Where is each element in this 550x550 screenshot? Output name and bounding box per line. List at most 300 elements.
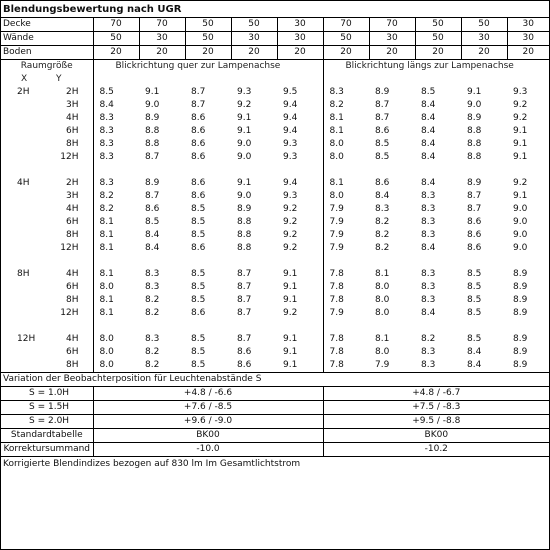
ugr-value: 8.4 bbox=[93, 99, 139, 112]
ugr-value: 7.8 bbox=[323, 268, 369, 281]
x-value bbox=[1, 229, 51, 242]
variation-quer: +4.8 / -6.6 bbox=[93, 387, 323, 401]
quer-label: Blickrichtung quer zur Lampenachse bbox=[93, 60, 323, 74]
ugr-value: 8.8 bbox=[467, 139, 482, 149]
ugr-value: 9.4 bbox=[283, 100, 298, 110]
spacer-row bbox=[1, 164, 549, 177]
ugr-value: 8.1 bbox=[93, 307, 139, 320]
ugr-value: 8.3 bbox=[93, 125, 139, 138]
ugr-value: 8.0 bbox=[93, 359, 139, 373]
ugr-value: 7.9 bbox=[323, 242, 369, 255]
x-value: 12H bbox=[17, 334, 36, 344]
ugr-value: 8.3 bbox=[93, 151, 139, 164]
ugr-value: 8.5 bbox=[191, 230, 206, 240]
variation-title: Variation der Beobachterposition für Leuchtenabstände S bbox=[1, 373, 549, 387]
ugr-value: 8.9 bbox=[375, 87, 390, 97]
ugr-value: 8.4 bbox=[421, 152, 436, 162]
ugr-value: 8.5 bbox=[421, 87, 436, 97]
table-row bbox=[1, 177, 549, 190]
param-value: 20 bbox=[461, 46, 507, 60]
table-row bbox=[1, 86, 549, 99]
standard-quer: BK00 bbox=[93, 429, 323, 443]
ugr-value: 8.7 bbox=[191, 87, 206, 97]
ugr-value: 8.5 bbox=[191, 204, 206, 214]
y-value: 2H bbox=[66, 178, 79, 188]
table-row bbox=[1, 294, 549, 307]
ugr-value: 9.0 bbox=[513, 230, 528, 240]
footnote: Korrigierte Blendindizes bezogen auf 830 lm Im Gesamtlichtstrom bbox=[1, 457, 549, 472]
ugr-value: 7.9 bbox=[375, 360, 390, 370]
y-value: 4H bbox=[66, 334, 79, 344]
ugr-value: 9.0 bbox=[513, 217, 528, 227]
ugr-value: 8.5 bbox=[191, 360, 206, 370]
param-value: 50 bbox=[185, 32, 231, 46]
x-value bbox=[1, 99, 51, 112]
ugr-value: 8.4 bbox=[375, 191, 390, 201]
ugr-value: 8.4 bbox=[421, 100, 436, 110]
ugr-value: 9.2 bbox=[237, 100, 252, 110]
ugr-value: 8.9 bbox=[513, 347, 528, 357]
ugr-value: 8.6 bbox=[191, 191, 206, 201]
variation-laengs: +7.5 / -8.3 bbox=[323, 401, 549, 415]
blank-cell bbox=[1, 320, 93, 333]
ugr-value: 8.7 bbox=[237, 282, 252, 292]
ugr-value: 8.5 bbox=[375, 152, 390, 162]
table-row bbox=[1, 112, 549, 125]
table-row bbox=[1, 281, 549, 294]
y-value: 4H bbox=[66, 269, 79, 279]
y-value: 6H bbox=[66, 347, 79, 357]
ugr-value: 8.3 bbox=[421, 217, 436, 227]
x-value: 8H bbox=[17, 269, 30, 279]
table-row bbox=[1, 151, 549, 164]
ugr-value: 8.4 bbox=[421, 139, 436, 149]
laengs-label: Blickrichtung längs zur Lampenachse bbox=[323, 60, 549, 74]
table-row bbox=[1, 346, 549, 359]
y-label: Y bbox=[56, 74, 62, 84]
ugr-value: 8.9 bbox=[467, 178, 482, 188]
ugr-value: 8.7 bbox=[237, 269, 252, 279]
ugr-value: 8.2 bbox=[93, 203, 139, 216]
table-title: Blendungsbewertung nach UGR bbox=[1, 1, 549, 18]
param-label: Decke bbox=[1, 18, 93, 32]
x-value bbox=[1, 138, 51, 151]
param-row bbox=[1, 46, 549, 60]
param-value: 70 bbox=[139, 18, 185, 32]
ugr-value: 8.4 bbox=[421, 113, 436, 123]
param-value: 50 bbox=[415, 18, 461, 32]
ugr-value: 8.5 bbox=[191, 347, 206, 357]
ugr-value: 9.1 bbox=[513, 152, 528, 162]
table-row bbox=[1, 138, 549, 151]
ugr-value: 8.9 bbox=[145, 178, 160, 188]
ugr-value: 8.7 bbox=[467, 191, 482, 201]
param-value: 50 bbox=[185, 18, 231, 32]
x-value bbox=[1, 294, 51, 307]
blank-cell bbox=[323, 73, 549, 86]
ugr-value: 8.3 bbox=[421, 347, 436, 357]
ugr-value: 8.4 bbox=[467, 347, 482, 357]
param-value: 50 bbox=[461, 18, 507, 32]
ugr-value: 8.3 bbox=[145, 269, 160, 279]
param-value: 50 bbox=[231, 18, 277, 32]
ugr-value: 8.1 bbox=[375, 334, 390, 344]
x-value bbox=[1, 346, 51, 359]
ugr-value: 8.4 bbox=[145, 243, 160, 253]
variation-title-row bbox=[1, 373, 549, 387]
ugr-value: 8.1 bbox=[93, 268, 139, 281]
ugr-value: 8.4 bbox=[145, 230, 160, 240]
blank-cell bbox=[323, 255, 549, 268]
y-value: 4H bbox=[66, 204, 79, 214]
ugr-value: 8.6 bbox=[467, 243, 482, 253]
ugr-value: 8.5 bbox=[467, 334, 482, 344]
y-value: 8H bbox=[66, 295, 79, 305]
ugr-value: 9.1 bbox=[283, 360, 298, 370]
ugr-value: 8.5 bbox=[191, 217, 206, 227]
ugr-value: 8.7 bbox=[145, 191, 160, 201]
ugr-value: 8.9 bbox=[513, 360, 528, 370]
spacer-row bbox=[1, 255, 549, 268]
ugr-value: 8.0 bbox=[375, 308, 390, 318]
ugr-value: 9.2 bbox=[513, 100, 528, 110]
ugr-value: 8.3 bbox=[145, 282, 160, 292]
ugr-value: 8.2 bbox=[145, 347, 160, 357]
blank-cell bbox=[93, 320, 323, 333]
ugr-value: 9.0 bbox=[145, 100, 160, 110]
table-row bbox=[1, 242, 549, 255]
table-row bbox=[1, 268, 549, 281]
variation-laengs: +9.5 / -8.8 bbox=[323, 415, 549, 429]
ugr-value: 8.7 bbox=[237, 334, 252, 344]
ugr-value: 8.5 bbox=[375, 139, 390, 149]
variation-row bbox=[1, 415, 549, 429]
param-value: 30 bbox=[139, 32, 185, 46]
ugr-value: 8.5 bbox=[191, 269, 206, 279]
ugr-value: 7.8 bbox=[323, 333, 369, 346]
ugr-value: 7.9 bbox=[323, 216, 369, 229]
ugr-value: 8.6 bbox=[145, 204, 160, 214]
ugr-value: 8.3 bbox=[375, 204, 390, 214]
ugr-value: 8.9 bbox=[513, 334, 528, 344]
ugr-value: 9.4 bbox=[283, 178, 298, 188]
ugr-value: 9.1 bbox=[283, 334, 298, 344]
param-value: 20 bbox=[231, 46, 277, 60]
ugr-value: 9.2 bbox=[283, 230, 298, 240]
param-value: 50 bbox=[415, 32, 461, 46]
ugr-value: 9.2 bbox=[513, 178, 528, 188]
ugr-value: 8.2 bbox=[421, 334, 436, 344]
ugr-value: 8.3 bbox=[323, 86, 369, 99]
y-value: 3H bbox=[66, 100, 79, 110]
ugr-value: 8.5 bbox=[467, 295, 482, 305]
ugr-value: 9.4 bbox=[283, 126, 298, 136]
param-value: 20 bbox=[323, 46, 369, 60]
x-value bbox=[1, 151, 51, 164]
ugr-value: 9.0 bbox=[237, 139, 252, 149]
param-value: 20 bbox=[93, 46, 139, 60]
ugr-value: 8.0 bbox=[93, 346, 139, 359]
table-row bbox=[1, 229, 549, 242]
ugr-value: 8.4 bbox=[421, 126, 436, 136]
ugr-value: 8.5 bbox=[467, 269, 482, 279]
ugr-value: 8.5 bbox=[191, 334, 206, 344]
ugr-value: 8.6 bbox=[191, 178, 206, 188]
param-label: Wände bbox=[1, 32, 93, 46]
ugr-value: 8.6 bbox=[191, 139, 206, 149]
blank-cell bbox=[93, 255, 323, 268]
ugr-value: 8.1 bbox=[375, 269, 390, 279]
param-value: 20 bbox=[277, 46, 323, 60]
table-row bbox=[1, 216, 549, 229]
table-row bbox=[1, 359, 549, 373]
ugr-value: 8.5 bbox=[467, 282, 482, 292]
blank-cell bbox=[323, 320, 549, 333]
ugr-value: 9.1 bbox=[145, 87, 160, 97]
y-value: 12H bbox=[60, 152, 79, 162]
ugr-value: 8.8 bbox=[237, 243, 252, 253]
ugr-value: 9.2 bbox=[283, 308, 298, 318]
ugr-value: 7.8 bbox=[323, 346, 369, 359]
variation-quer: +9.6 / -9.0 bbox=[93, 415, 323, 429]
param-value: 20 bbox=[415, 46, 461, 60]
ugr-value: 8.2 bbox=[145, 308, 160, 318]
param-value: 70 bbox=[323, 18, 369, 32]
ugr-value: 8.7 bbox=[467, 204, 482, 214]
ugr-value: 8.7 bbox=[237, 295, 252, 305]
ugr-value: 8.2 bbox=[375, 243, 390, 253]
ugr-value: 8.5 bbox=[145, 217, 160, 227]
ugr-value: 9.3 bbox=[283, 191, 298, 201]
ugr-value: 7.9 bbox=[323, 203, 369, 216]
ugr-value: 8.1 bbox=[323, 125, 369, 138]
ugr-value: 9.2 bbox=[283, 217, 298, 227]
table-row bbox=[1, 125, 549, 138]
table-row bbox=[1, 190, 549, 203]
ugr-value: 8.3 bbox=[421, 191, 436, 201]
param-value: 50 bbox=[323, 32, 369, 46]
ugr-value: 8.5 bbox=[93, 86, 139, 99]
param-value: 30 bbox=[369, 32, 415, 46]
ugr-value: 8.6 bbox=[191, 126, 206, 136]
ugr-value: 8.3 bbox=[421, 360, 436, 370]
blank-cell bbox=[1, 164, 93, 177]
ugr-value: 8.6 bbox=[191, 113, 206, 123]
ugr-value: 9.1 bbox=[237, 126, 252, 136]
ugr-value: 7.8 bbox=[323, 281, 369, 294]
ugr-value: 8.9 bbox=[513, 269, 528, 279]
ugr-value: 8.3 bbox=[93, 112, 139, 125]
blank-cell bbox=[93, 164, 323, 177]
ugr-value: 8.0 bbox=[323, 190, 369, 203]
ugr-value: 7.9 bbox=[323, 307, 369, 320]
ugr-value: 9.3 bbox=[237, 87, 252, 97]
ugr-value: 8.1 bbox=[323, 177, 369, 190]
ugr-value: 8.0 bbox=[375, 295, 390, 305]
ugr-value: 9.5 bbox=[283, 87, 298, 97]
param-value: 20 bbox=[507, 46, 549, 60]
ugr-value: 8.2 bbox=[93, 190, 139, 203]
ugr-value: 8.8 bbox=[237, 217, 252, 227]
y-value: 12H bbox=[60, 243, 79, 253]
ugr-value: 8.1 bbox=[93, 242, 139, 255]
ugr-value: 9.0 bbox=[513, 243, 528, 253]
x-value bbox=[1, 190, 51, 203]
param-value: 20 bbox=[185, 46, 231, 60]
y-value: 3H bbox=[66, 191, 79, 201]
ugr-value: 9.0 bbox=[237, 191, 252, 201]
ugr-value: 8.8 bbox=[145, 139, 160, 149]
x-value bbox=[1, 281, 51, 294]
x-value: 2H bbox=[17, 87, 30, 97]
ugr-value: 9.1 bbox=[237, 178, 252, 188]
ugr-value: 8.6 bbox=[467, 217, 482, 227]
ugr-value: 8.1 bbox=[93, 294, 139, 307]
ugr-value: 8.8 bbox=[237, 230, 252, 240]
ugr-value: 8.1 bbox=[323, 112, 369, 125]
ugr-value: 8.5 bbox=[467, 308, 482, 318]
korrektur-label: Korrektursummand bbox=[1, 443, 93, 457]
ugr-value: 8.6 bbox=[375, 178, 390, 188]
ugr-value: 8.0 bbox=[93, 281, 139, 294]
ugr-value: 9.3 bbox=[283, 139, 298, 149]
y-value: 12H bbox=[60, 308, 79, 318]
ugr-value: 9.2 bbox=[283, 204, 298, 214]
ugr-value: 8.6 bbox=[237, 360, 252, 370]
variation-quer: +7.6 / -8.5 bbox=[93, 401, 323, 415]
korrektur-laengs: -10.2 bbox=[323, 443, 549, 457]
blank-cell bbox=[1, 255, 93, 268]
ugr-value: 8.6 bbox=[191, 243, 206, 253]
ugr-value: 8.8 bbox=[467, 152, 482, 162]
standard-laengs: BK00 bbox=[323, 429, 549, 443]
x-value bbox=[1, 307, 51, 320]
x-value bbox=[1, 125, 51, 138]
ugr-value: 8.9 bbox=[513, 282, 528, 292]
ugr-value: 9.2 bbox=[283, 243, 298, 253]
ugr-value: 8.9 bbox=[145, 113, 160, 123]
ugr-value: 8.1 bbox=[93, 229, 139, 242]
korrektur-quer: -10.0 bbox=[93, 443, 323, 457]
param-label: Boden bbox=[1, 46, 93, 60]
param-value: 30 bbox=[277, 18, 323, 32]
ugr-value: 8.3 bbox=[421, 204, 436, 214]
ugr-value: 8.7 bbox=[145, 152, 160, 162]
y-value: 2H bbox=[66, 87, 79, 97]
x-value bbox=[1, 112, 51, 125]
ugr-value: 8.4 bbox=[421, 178, 436, 188]
ugr-table bbox=[1, 1, 549, 471]
ugr-value: 7.9 bbox=[323, 229, 369, 242]
ugr-value: 8.3 bbox=[421, 230, 436, 240]
ugr-value: 9.2 bbox=[513, 113, 528, 123]
y-value: 8H bbox=[66, 360, 79, 370]
ugr-value: 8.7 bbox=[375, 113, 390, 123]
ugr-value: 8.5 bbox=[191, 282, 206, 292]
x-value bbox=[1, 359, 51, 373]
ugr-value: 8.2 bbox=[145, 360, 160, 370]
ugr-value: 8.1 bbox=[93, 216, 139, 229]
param-value: 20 bbox=[139, 46, 185, 60]
param-value: 70 bbox=[369, 18, 415, 32]
param-value: 70 bbox=[93, 18, 139, 32]
ugr-value: 8.3 bbox=[421, 282, 436, 292]
ugr-value: 9.0 bbox=[237, 152, 252, 162]
table-row bbox=[1, 203, 549, 216]
standard-row bbox=[1, 429, 549, 443]
param-value: 30 bbox=[277, 32, 323, 46]
x-value bbox=[1, 242, 51, 255]
ugr-value: 8.3 bbox=[145, 334, 160, 344]
ugr-value: 8.3 bbox=[421, 295, 436, 305]
y-value: 6H bbox=[66, 126, 79, 136]
x-label: X bbox=[21, 74, 28, 84]
table-row bbox=[1, 307, 549, 320]
ugr-value: 8.4 bbox=[467, 360, 482, 370]
ugr-value: 7.8 bbox=[323, 294, 369, 307]
variation-label: S = 1.5H bbox=[1, 401, 93, 415]
ugr-value: 8.6 bbox=[375, 126, 390, 136]
ugr-value: 8.0 bbox=[375, 282, 390, 292]
ugr-value: 8.2 bbox=[375, 230, 390, 240]
ugr-value: 8.6 bbox=[237, 347, 252, 357]
ugr-value: 8.9 bbox=[513, 308, 528, 318]
ugr-value: 9.1 bbox=[467, 87, 482, 97]
title-row bbox=[1, 1, 549, 18]
ugr-value: 9.1 bbox=[283, 282, 298, 292]
spacer-row bbox=[1, 320, 549, 333]
ugr-value: 9.1 bbox=[283, 295, 298, 305]
param-value: 20 bbox=[369, 46, 415, 60]
table-row bbox=[1, 99, 549, 112]
param-row bbox=[1, 32, 549, 46]
ugr-value: 8.7 bbox=[191, 100, 206, 110]
blank-cell bbox=[93, 73, 323, 86]
param-row bbox=[1, 18, 549, 32]
ugr-value: 9.1 bbox=[283, 269, 298, 279]
y-value: 4H bbox=[66, 113, 79, 123]
standard-label: Standardtabelle bbox=[1, 429, 93, 443]
ugr-value: 8.4 bbox=[421, 308, 436, 318]
ugr-value: 8.9 bbox=[237, 204, 252, 214]
ugr-value: 8.6 bbox=[191, 308, 206, 318]
ugr-value: 9.3 bbox=[283, 152, 298, 162]
param-value: 30 bbox=[507, 32, 549, 46]
y-value: 8H bbox=[66, 139, 79, 149]
ugr-value: 9.4 bbox=[283, 113, 298, 123]
note-row bbox=[1, 457, 549, 472]
ugr-value: 9.3 bbox=[513, 87, 528, 97]
y-value: 8H bbox=[66, 230, 79, 240]
ugr-value: 9.1 bbox=[237, 113, 252, 123]
param-value: 50 bbox=[93, 32, 139, 46]
x-value bbox=[1, 203, 51, 216]
param-value: 30 bbox=[231, 32, 277, 46]
ugr-value: 8.8 bbox=[467, 126, 482, 136]
ugr-value: 9.1 bbox=[513, 191, 528, 201]
ugr-value: 8.0 bbox=[323, 151, 369, 164]
table-body bbox=[1, 1, 549, 471]
ugr-value: 8.0 bbox=[375, 347, 390, 357]
ugr-value: 8.4 bbox=[421, 243, 436, 253]
korrektur-row bbox=[1, 443, 549, 457]
ugr-value: 9.1 bbox=[513, 139, 528, 149]
raumgroesse-label: Raumgröße bbox=[20, 61, 73, 71]
y-value: 6H bbox=[66, 282, 79, 292]
ugr-value: 8.5 bbox=[191, 295, 206, 305]
y-value: 6H bbox=[66, 217, 79, 227]
ugr-value: 8.2 bbox=[323, 99, 369, 112]
